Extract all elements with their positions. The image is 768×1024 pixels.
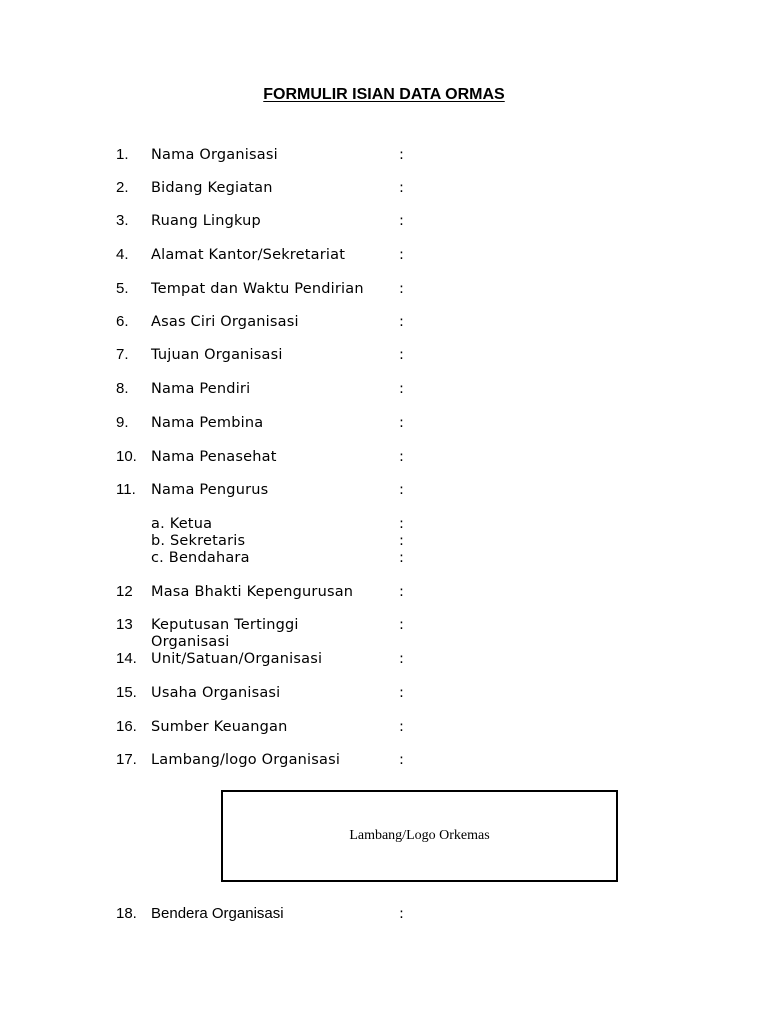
- item-number: 17.: [116, 751, 137, 768]
- item-number: 8.: [116, 380, 129, 397]
- item-number: 6.: [116, 313, 129, 330]
- item-label: Tujuan Organisasi: [151, 347, 283, 363]
- form-row: [0, 145, 768, 165]
- item-colon: :: [399, 482, 404, 498]
- item-label: Masa Bhakti Kepengurusan: [151, 584, 354, 600]
- item-label: Nama Penasehat: [151, 449, 277, 465]
- item-colon: :: [399, 381, 404, 397]
- item-colon: :: [399, 533, 404, 549]
- item-number: 7.: [116, 346, 129, 363]
- item-label: Asas Ciri Organisasi: [151, 314, 299, 330]
- item-number: 16.: [116, 718, 137, 735]
- item-number: 14.: [116, 650, 137, 667]
- form-row: [0, 312, 768, 332]
- item-number: 15.: [116, 684, 137, 701]
- item-label: c. Bendahara: [151, 550, 250, 566]
- form-title: FORMULIR ISIAN DATA ORMAS: [263, 86, 505, 103]
- item-colon: :: [399, 617, 404, 633]
- form-row: [0, 717, 768, 737]
- item-label: Bidang Kegiatan: [151, 180, 273, 196]
- item-colon: :: [399, 147, 404, 163]
- item-number: 11.: [116, 481, 136, 498]
- item-colon: :: [399, 281, 404, 297]
- form-row: [0, 750, 768, 770]
- item-label: Tempat dan Waktu Pendirian: [151, 281, 364, 297]
- item-colon: :: [399, 651, 404, 667]
- item-colon: :: [399, 247, 404, 263]
- form-row: [0, 379, 768, 399]
- item-label: a. Ketua: [151, 516, 213, 532]
- form-row: [0, 480, 768, 500]
- item-label: Unit/Satuan/Organisasi: [151, 651, 323, 667]
- form-row: [0, 582, 768, 602]
- item-colon: :: [399, 415, 404, 431]
- form-row: [0, 345, 768, 365]
- item-label: Sumber Keuangan: [151, 719, 288, 735]
- item-label: Bendera Organisasi: [151, 905, 284, 922]
- item-label: Nama Pengurus: [151, 482, 269, 498]
- form-row: [0, 447, 768, 467]
- form-row: [0, 649, 768, 669]
- item-colon: :: [399, 584, 404, 600]
- item-label: Alamat Kantor/Sekretariat: [151, 247, 346, 263]
- form-row: [0, 178, 768, 198]
- item-label: Organisasi: [151, 634, 230, 650]
- item-colon: :: [399, 314, 404, 330]
- item-number: 2.: [116, 179, 129, 196]
- form-subrow: [0, 548, 768, 568]
- item-label: Nama Pendiri: [151, 381, 251, 397]
- item-label: Nama Organisasi: [151, 147, 278, 163]
- logo-placeholder-text: Lambang/Logo Orkemas: [349, 828, 490, 843]
- item-number: 5.: [116, 280, 129, 297]
- item-colon: :: [399, 719, 404, 735]
- form-row: [0, 211, 768, 231]
- form-row: [0, 413, 768, 433]
- item-number: 13: [116, 616, 133, 633]
- item-colon: :: [399, 685, 404, 701]
- item-colon: :: [399, 449, 404, 465]
- item-number: 12: [116, 583, 133, 600]
- item-number: 18.: [116, 905, 137, 922]
- item-number: 10.: [116, 448, 137, 465]
- item-number: 3.: [116, 212, 129, 229]
- form-row: [0, 279, 768, 299]
- item-colon: :: [399, 550, 404, 566]
- item-label: Usaha Organisasi: [151, 685, 281, 701]
- logo-placeholder-box: [221, 790, 618, 882]
- item-number: 1.: [116, 146, 129, 163]
- form-row: [0, 245, 768, 265]
- item-label: Nama Pembina: [151, 415, 264, 431]
- form-row: [0, 683, 768, 703]
- item-label: Ruang Lingkup: [151, 213, 261, 229]
- item-label: Keputusan Tertinggi: [151, 617, 299, 633]
- item-label: b. Sekretaris: [151, 533, 246, 549]
- item-colon: :: [399, 752, 404, 768]
- item-colon: :: [399, 906, 404, 922]
- item-label: Lambang/logo Organisasi: [151, 752, 341, 768]
- item-number: 4.: [116, 246, 129, 263]
- item-colon: :: [399, 180, 404, 196]
- item-colon: :: [399, 516, 404, 532]
- form-row: [0, 904, 768, 924]
- item-colon: :: [399, 347, 404, 363]
- item-colon: :: [399, 213, 404, 229]
- item-number: 9.: [116, 414, 129, 431]
